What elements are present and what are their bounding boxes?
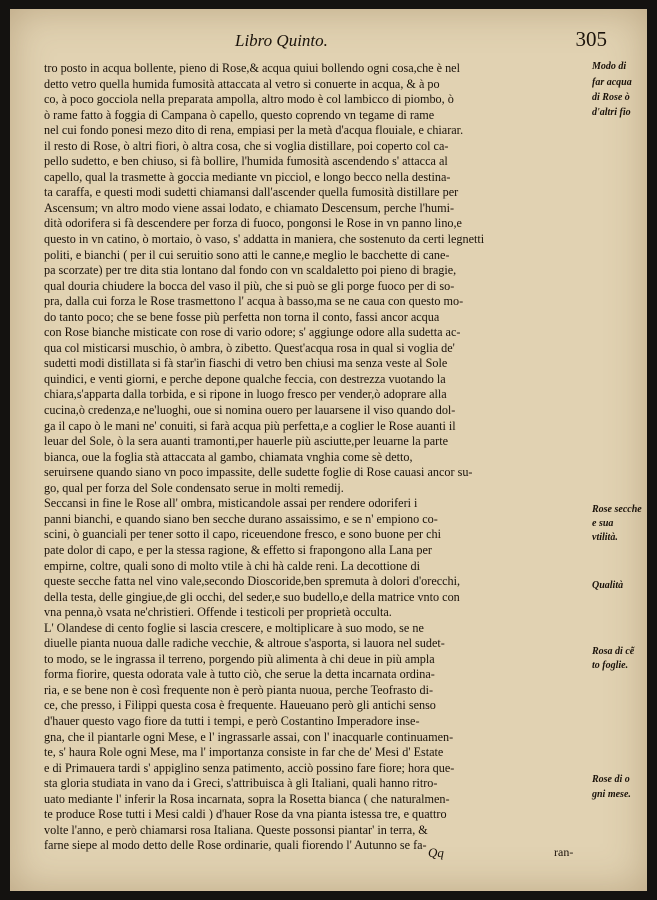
margin-note: Qualità bbox=[592, 580, 624, 591]
margin-note: Modo di bbox=[592, 61, 627, 72]
text-line: cucina,ò credenza,e ne'luoghi, oue si nomina ouero per lauarsene il viso quando dol- bbox=[44, 403, 456, 418]
page-header bbox=[10, 27, 647, 55]
text-line: uato mediante l' inferir la Rosa incarnata, sopra la Rosetta bianca ( che naturalmen- bbox=[44, 791, 450, 806]
text-line: ce, che presso, i Filippi questa cosa è frequente. Haueuano però gli antichi senso bbox=[44, 698, 436, 713]
text-line: questo in vn catino, ò mortaio, ò vaso, s' addatta in maniera, che sostenuto da certi legnetti bbox=[44, 232, 485, 247]
text-line: qua col misticarsi muschio, ò ambra, ò zibetto. Quest'acqua rosa in qual si voglia de' bbox=[44, 340, 455, 355]
margin-note: Rosa di cẽ bbox=[592, 646, 635, 657]
text-line: Ascensum; vn altro modo viene assai lodato, e chiamato Descensum, perche l'humi- bbox=[44, 200, 455, 215]
text-line: qual douria chiudere la bocca del vaso il più, che si può se gli porge fuoco per di so- bbox=[44, 278, 455, 293]
text-line: pra, dalla cui forza le Rose trasmettono l' acqua à basso,ma se ne caua con questo mo- bbox=[44, 294, 464, 309]
margin-note: gni mese. bbox=[592, 789, 631, 800]
text-line: bianca, oue la foglia stà attaccata al gambo, chiamata vnghia come sè detto, bbox=[44, 449, 413, 464]
text-line: detto vetro quella humida fumosità attaccata al vetro si conuerte in acqua, & à po bbox=[44, 76, 440, 91]
text-line: gna, che il piantarle ogni Mese, e l' ingrassarle assai, con l' inacquarle continuamen- bbox=[44, 729, 454, 744]
text-line: L' Olandese di cento foglie si lascia crescere, e moltiplicare à suo modo, se ne bbox=[44, 620, 424, 635]
text-line: empirne, coltre, quali sono di molto vtile à chi hà calde reni. La decottione di bbox=[44, 558, 420, 573]
text-line: sudetti modi distillata si fà star'in fiaschi di vetro ben chiusi ma senza veste al Sole bbox=[44, 356, 448, 371]
margin-note: to foglie. bbox=[592, 660, 629, 671]
margin-note: far acqua bbox=[592, 77, 632, 88]
text-line: pate dolor di capo, e per la stessa ragione, & effetto si frapongono alla Lana per bbox=[44, 542, 432, 557]
text-line: chiara,s'apparta dalla torbida, e si ripone in luogo fresco per vender,ò adoprare alla bbox=[44, 387, 447, 402]
text-line: ò rame fatto à foggia di Campana ò capello, questo coprendo vn tegame di rame bbox=[44, 107, 435, 122]
text-line: tro posto in acqua bollente, pieno di Rose,& acqua quiui bollendo ogni cosa,che è nel bbox=[44, 61, 460, 75]
text-line: ga il capo ò le mani ne' conuiti, si farà acqua più perfetta,e a coglier le Rose auanti il bbox=[44, 418, 456, 433]
text-line: forma fiorire, questa odorata vale à tutto ciò, che serue la detta incarnata ordina- bbox=[44, 667, 435, 682]
text-line: farne siepe al modo detto delle Rose ordinarie, quali fiorendo l' Autunno se fa- bbox=[44, 838, 427, 853]
text-line: Seccansi in fine le Rose all' ombra, misticandole assai per rendere odoriferi i bbox=[44, 496, 418, 511]
body-text bbox=[44, 61, 592, 854]
margin-note: vtilità. bbox=[592, 532, 618, 543]
text-line: go, qual per forza del Sole condensato serue in molti remedij. bbox=[44, 480, 344, 495]
text-line: diuelle pianta nuoua dalle radiche vecchie, & altroue s'asporta, si lauora nel sudet- bbox=[44, 636, 445, 651]
catchword: ran- bbox=[554, 845, 574, 859]
text-line: d'hauer questo vago fiore da tutti i tempi, e però Costantino Imperadore inse- bbox=[44, 713, 420, 728]
text-line: volte l'anno, e però chiamarsi rosa Italiana. Queste possonsi piantar' in terra, & bbox=[44, 822, 428, 837]
text-line: sta gloria studiata in vano da i Greci, s'attribuisca à gli Italiani, quali hanno ritro- bbox=[44, 776, 438, 791]
text-line: ria, e se bene non è così frequente non è però pianta nuoua, perche Teofrasto di- bbox=[44, 682, 434, 697]
running-title: Libro Quinto. bbox=[235, 31, 328, 50]
margin-note: d'altri fio bbox=[592, 107, 631, 118]
text-line: to modo, se le ingrassa il terreno, porgendo più alimenta à chi deue in più ampla bbox=[44, 651, 435, 666]
text-line: te, s' haura Role ogni Mese, ma l' importanza consiste in far che de' Mesi d' Estate bbox=[44, 745, 444, 760]
text-line: panni bianchi, e quando siano ben secche durano assaissimo, e se n' empiono co- bbox=[44, 511, 438, 526]
page-number: 305 bbox=[575, 27, 607, 51]
text-line: con Rose bianche misticate con rose di vario odore; s' aggiunge odore alla sudetta ac- bbox=[44, 325, 461, 340]
text-line: dità odorifera si fà descendere per forza di fuoco, pongonsi le Rose in vn panno lino,e bbox=[44, 216, 462, 231]
text-line: della testa, delle gingiue,de gli occhi, del seder,e suo budello,e della matrice vnto con bbox=[44, 589, 460, 604]
text-line: co, à poco gocciola nella preparata ampolla, altro modo è col lambicco di piombo, ò bbox=[44, 92, 454, 107]
text-line: do tanto poco; che se bene fosse più perfetta non torna il conto, fassi ancor acqua bbox=[44, 309, 440, 324]
margin-note: e sua bbox=[592, 518, 614, 529]
margin-note: Rose di o bbox=[592, 774, 630, 785]
text-line: ta caraffa, e questi modi sudetti chiamansi dall'ascender quella fumosità distillare per bbox=[44, 185, 459, 200]
book-page bbox=[10, 9, 647, 891]
margin-note: di Rose ò bbox=[592, 92, 630, 103]
signature-mark: Qq bbox=[428, 845, 444, 860]
text-line: leuar del Sole, ò la sera auanti tramonti,per hauerle più asciutte,per leuarne la parte bbox=[44, 434, 449, 449]
text-line: politi, e bianchi ( per il cui seruitio sono atti le canne,e meglio le bacchette di cane- bbox=[44, 247, 450, 262]
text-line: capello, qual la trasmette à goccia mediante vn picciol, e longo becco nella destina- bbox=[44, 169, 451, 184]
margin-note: Rose secche bbox=[592, 504, 642, 515]
text-line: quindici, e venti giorni, e perche depone qualche feccia, con destrezza vuotando la bbox=[44, 371, 446, 386]
text-line: seruirsene quando siano vn poco impassite, delle sudette foglie di Rose cauasi ancor su- bbox=[44, 465, 473, 480]
text-line: queste secche fatta nel vino vale,secondo Dioscoride,ben spremuta à dolori d'orecchi, bbox=[44, 574, 461, 589]
text-line: nel cui fondo ponesi mezo dito di rena, empiasi per la metà d'acqua flouiale, e chiarar. bbox=[44, 123, 464, 138]
text-line: vna penna,ò vsata ne'christieri. Offende i testicoli per proprietà occulta. bbox=[44, 605, 392, 620]
text-line: pello sudetto, e ben chiuso, si fà bollire, l'humida fumosità ascendendo s' attacca al bbox=[44, 154, 448, 169]
text-line: te produce Rose tutti i Mesi caldi ) d'hauer Rose da vna pianta istessa tre, e quattro bbox=[44, 807, 447, 822]
text-line: scini, ò guanciali per tener sotto il capo, riceuendone fresco, e sono buone per chi bbox=[44, 527, 441, 542]
text-line: pa scorzate) per tre dita stia lontano dal fondo con vn scaldaletto poi pieno di bragie, bbox=[44, 263, 457, 278]
text-line: e di Primauera tardi s' appiglino senza patimento, acciò possino fare fiore; hora que- bbox=[44, 760, 455, 775]
text-line: il resto di Rose, ò altri fiori, ò altra cosa, che si voglia distillare, poi coperto col ca- bbox=[44, 138, 449, 153]
